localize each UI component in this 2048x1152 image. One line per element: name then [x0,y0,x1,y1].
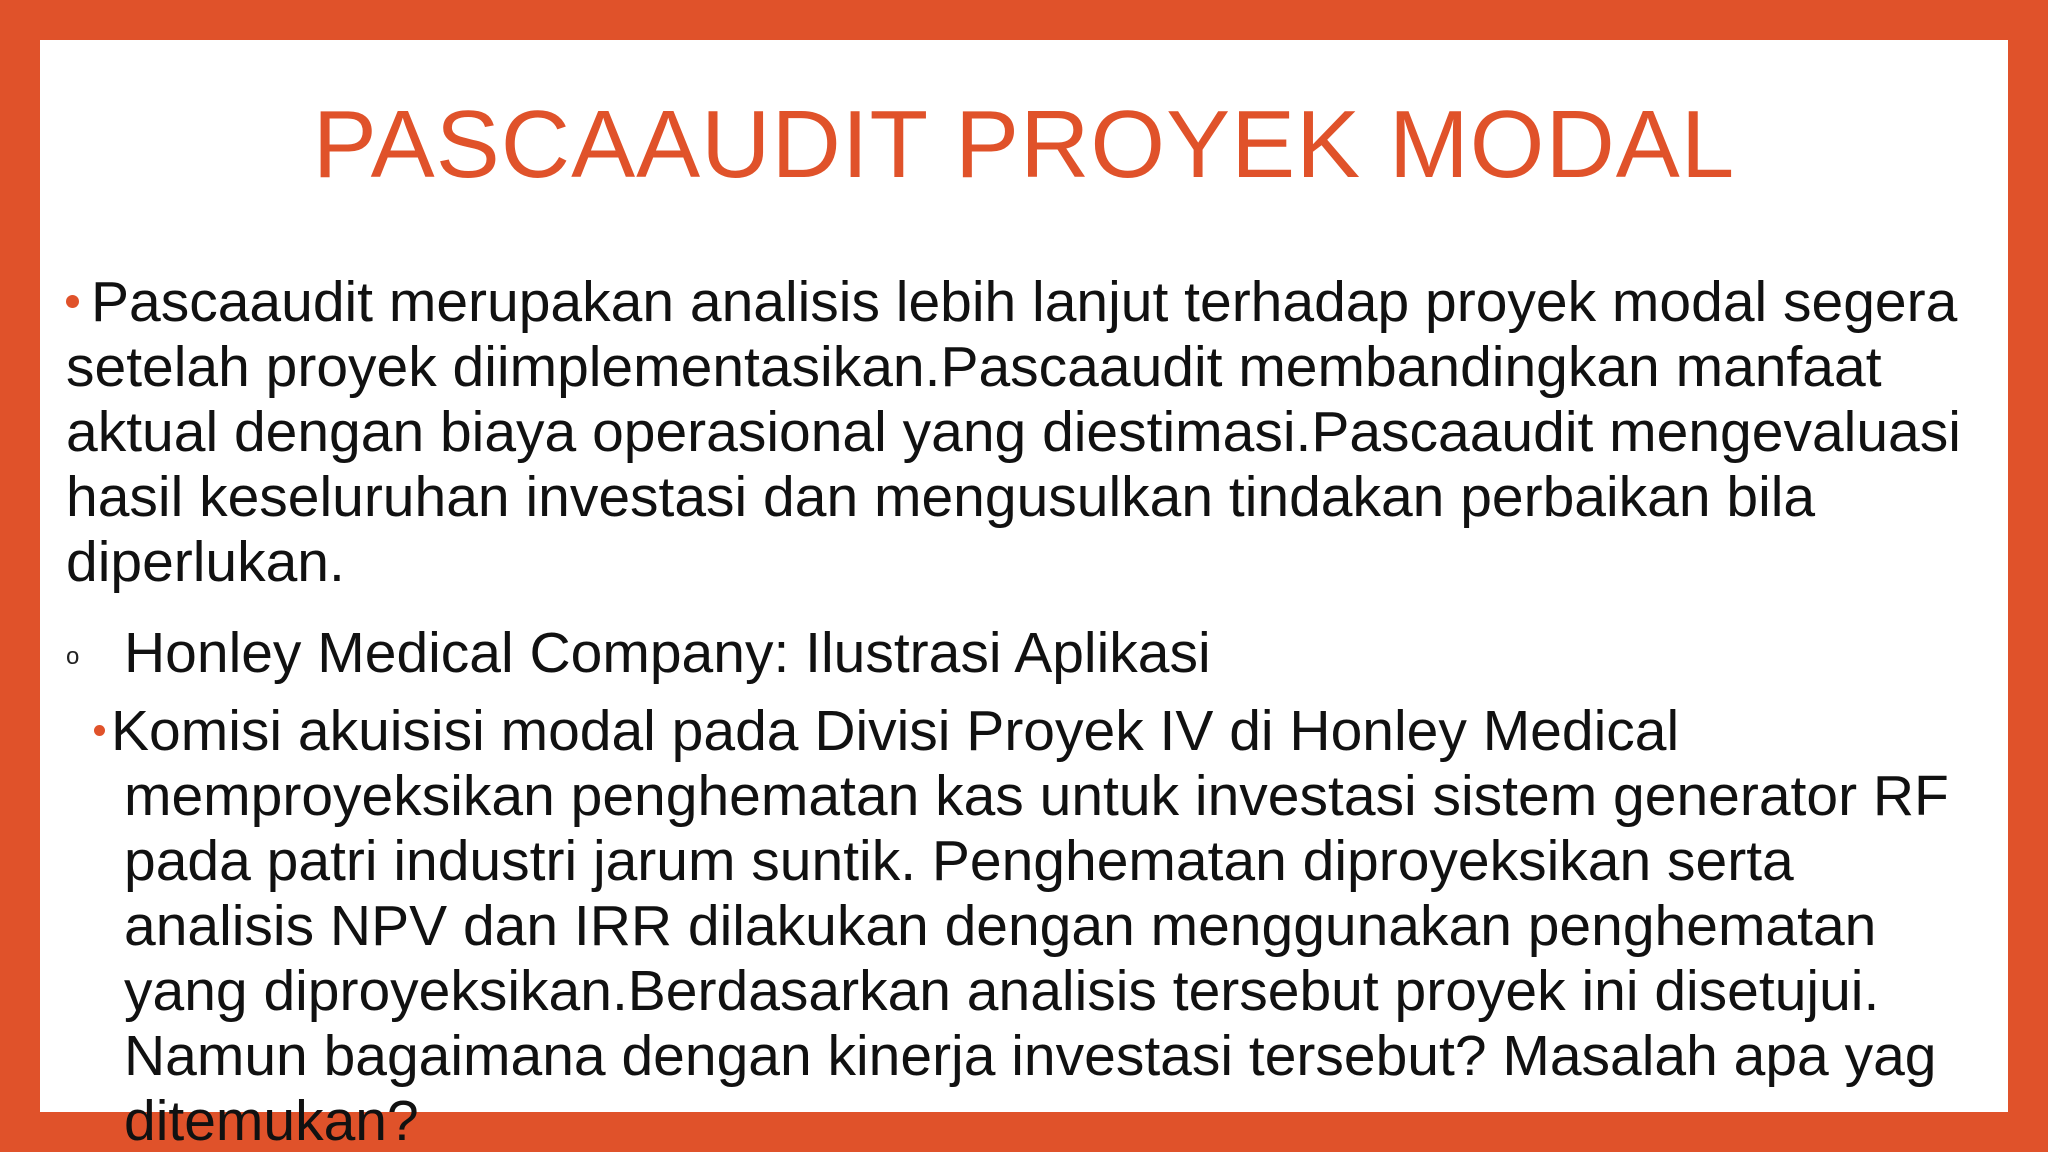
bullet-dot-icon [66,295,79,308]
circle-bullet-icon: o [66,643,80,671]
sub-heading-text: Honley Medical Company: Ilustrasi Aplikasi [124,621,1211,685]
paragraph-text: Pascaaudit merupakan analisis lebih lanjut terhadap proyek modal segera setelah proyek diimplementasikan.Pascaaudit membandingkan manfaat aktual dengan biaya operasional yang diestimasi.Pascaaudit mengevaluasi hasil keseluruhan investasi dan mengusulkan tindakan perbaikan bila diperlukan. [66,270,1961,594]
bullet-dot-icon [94,725,105,736]
paragraph-text: Komisi akuisisi modal pada Divisi Proyek IV di Honley Medical memproyeksikan penghematan kas untuk investasi sistem generator RF pada patri industri jarum suntik. Penghematan diproyeksikan serta analisis NPV dan IRR dilakukan dengan menggunakan penghematan yang diproyeksikan.Berdasarkan analisis tersebut proyek ini disetujui. Namun bagaimana dengan kinerja investasi tersebut? Masalah apa yag ditemukan? [111,699,1949,1152]
bullet-paragraph-pascaaudit [66,270,1986,595]
slide-title: PASCAAUDIT PROYEK MODAL [312,91,1736,198]
bullet-paragraph-honley [94,699,1974,1152]
sub-heading-honley [66,621,1211,689]
paragraph-wrapper [94,699,1974,1152]
